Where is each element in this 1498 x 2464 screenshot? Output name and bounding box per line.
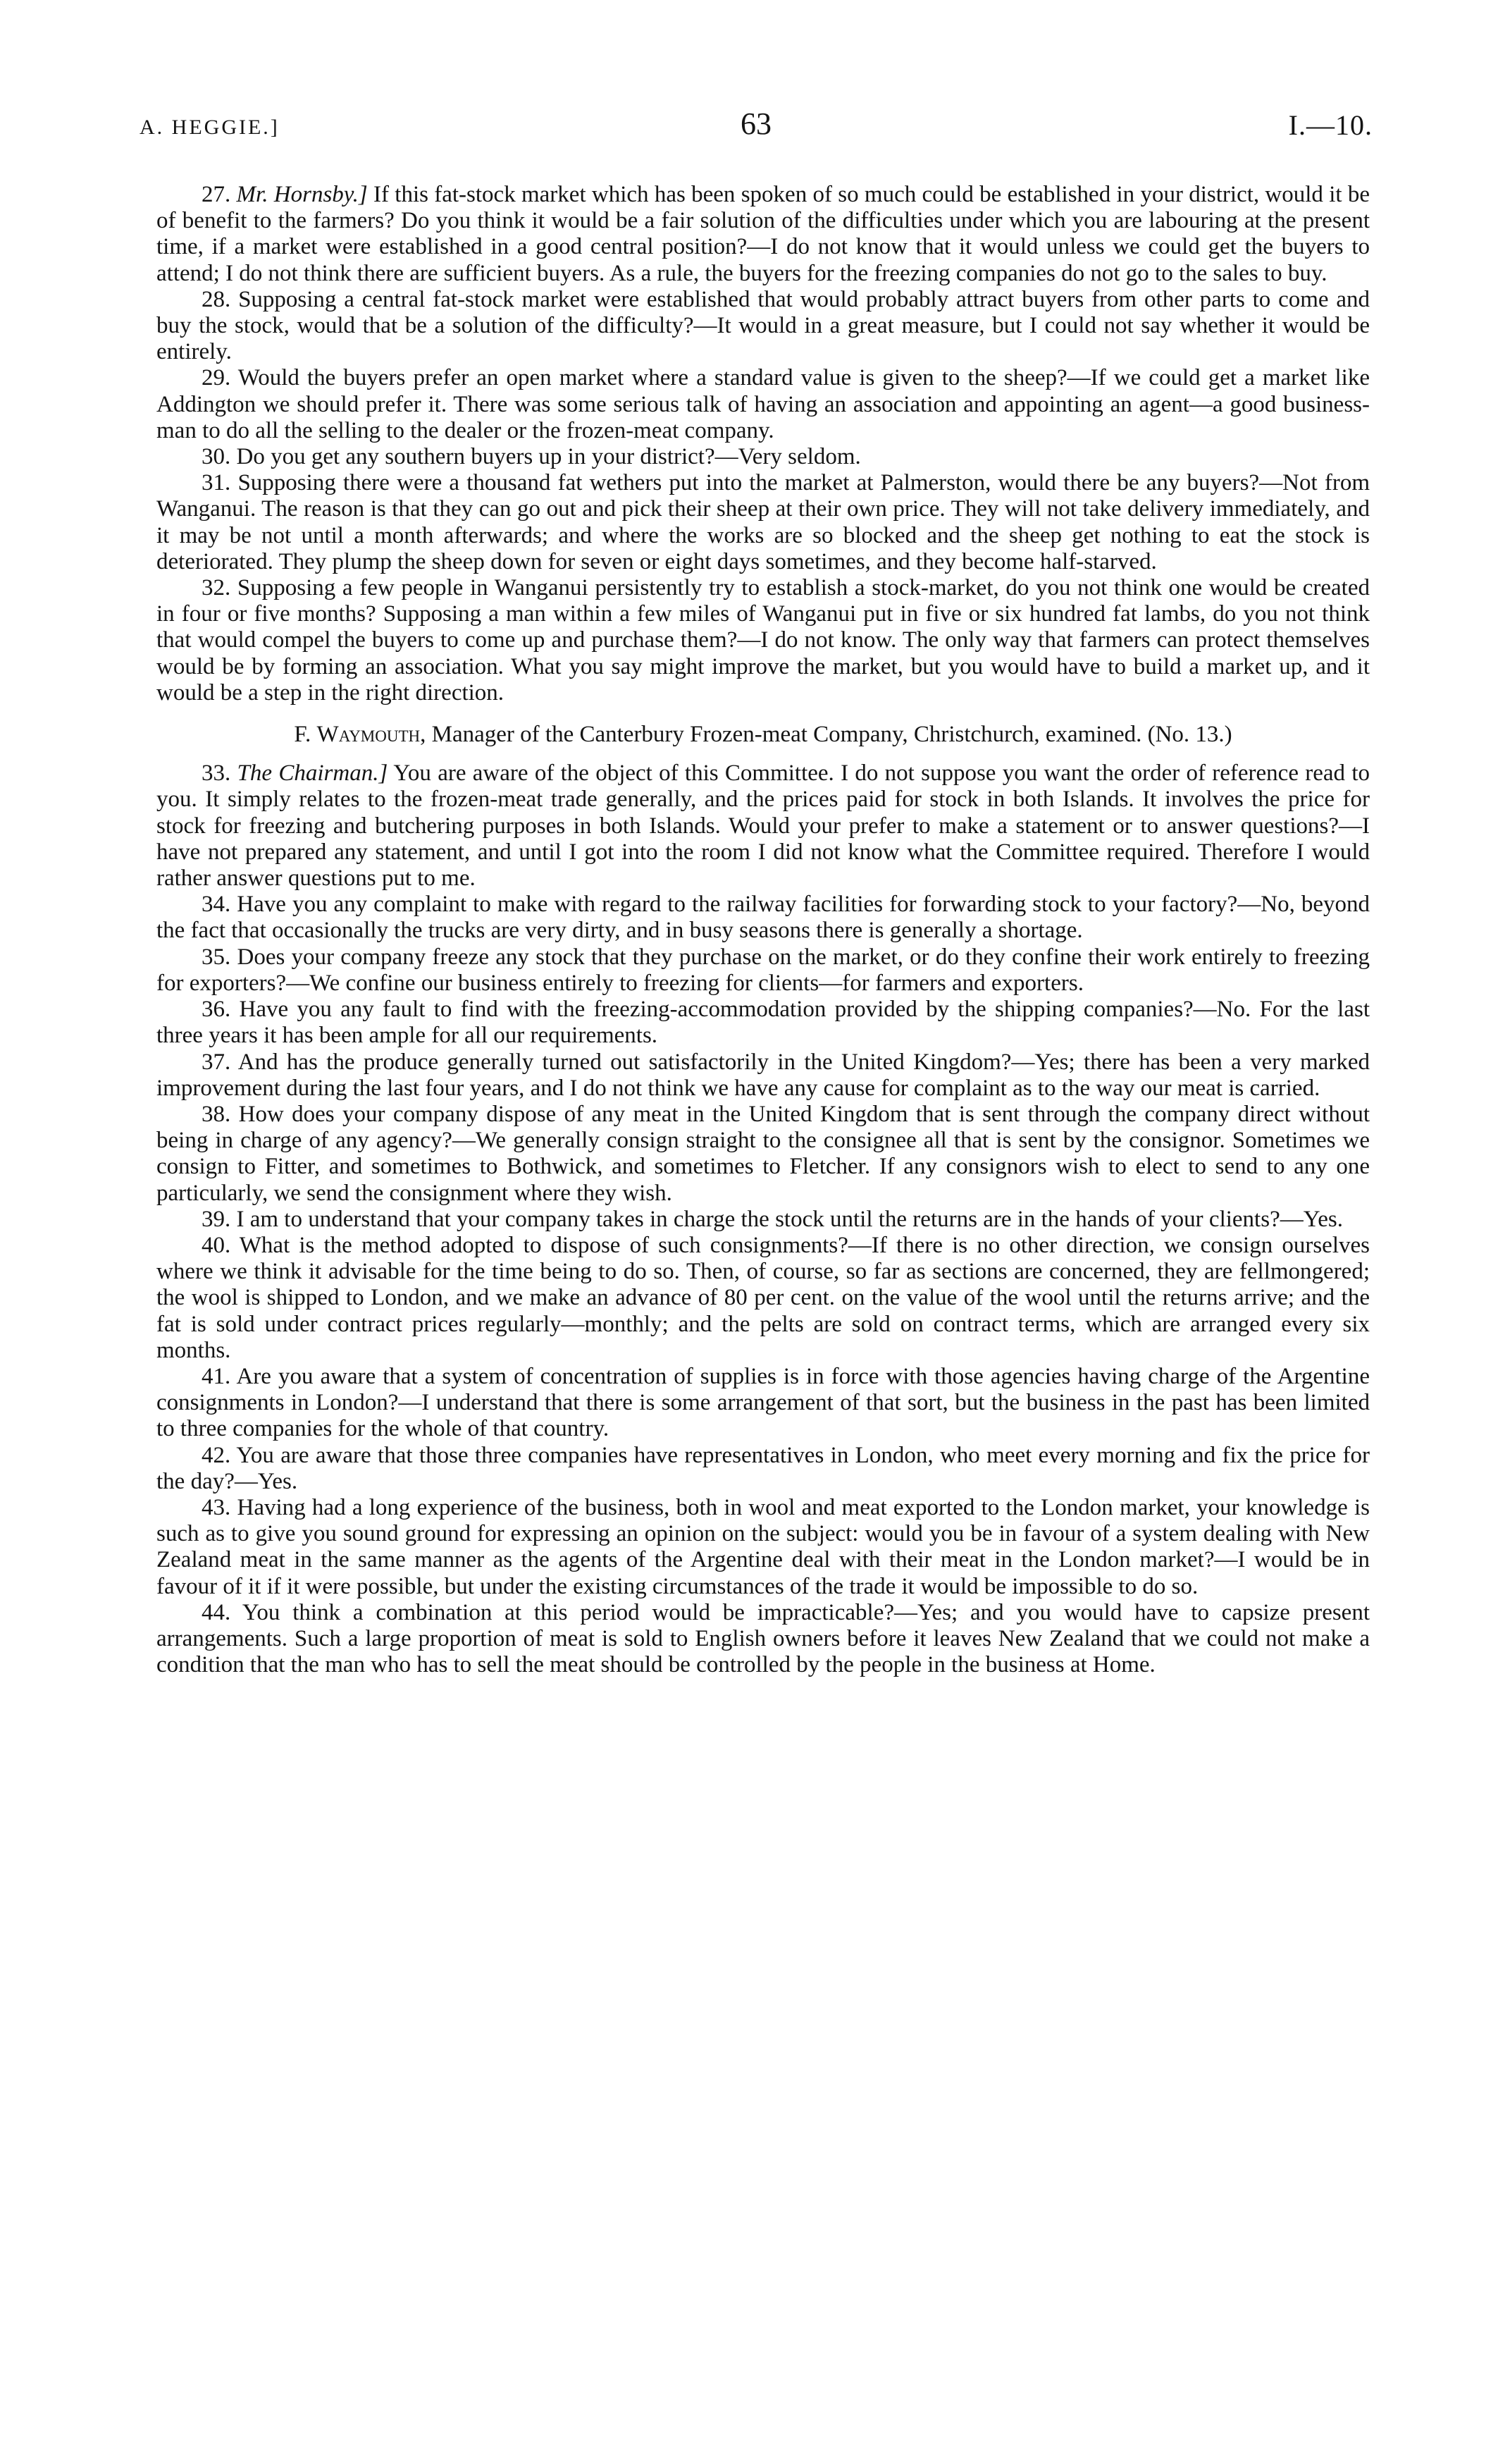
paragraph-text: Have you any fault to find with the freezing-accommodation provided by the shipping companies?—No. For the last three years it has been ample for all our requirements.: [156, 997, 1370, 1049]
witness-heading: [156, 722, 1370, 748]
question-paragraph: [156, 1364, 1370, 1443]
paragraph-text: Would the buyers prefer an open market where a standard value is given to the sheep?—If we could get a market like Addington we should prefer it. There was some serious talk of having an association and appointing an agent—a good business-man to do all the selling to the dealer or the frozen-meat company.: [156, 365, 1370, 443]
question-paragraph: [156, 944, 1370, 997]
question-paragraph: [156, 1443, 1370, 1495]
question-number: 34.: [202, 892, 231, 918]
page-body: [156, 182, 1370, 1678]
paragraph-text: Are you aware that a system of concentration of supplies is in force with those agencies having charge of the Argentine consignments in London?—I understand that there is some arrangement of that sort, but the business in the past has been limited to three companies for the whole of that country.: [156, 1363, 1370, 1442]
question-paragraph: [156, 1207, 1370, 1233]
question-number: 42.: [202, 1442, 231, 1468]
question-paragraph: [156, 892, 1370, 944]
paragraph-text: Supposing a few people in Wanganui persistently try to establish a stock-market, do you not think one would be created in four or five months? Supposing a man within a few miles of Wanganui put in five or six hundred fat lambs, do you not think that would compel the buyers to come up and purchase them?—I do not know. The only way that farmers can protect themselves would be by forming an association. What you say might improve the market, but you would have to build a market up, and it would be a step in the right direction.: [156, 575, 1370, 706]
question-paragraph: [156, 287, 1370, 366]
question-number: 31.: [202, 470, 231, 496]
question-number: 43.: [202, 1494, 231, 1520]
question-number: 32.: [202, 575, 231, 601]
question-number: 38.: [202, 1101, 231, 1127]
question-number: 37.: [202, 1049, 231, 1075]
paragraph-text: You are aware that those three companies have representatives in London, who meet every morning and fix the price for the day?—Yes.: [156, 1442, 1370, 1494]
question-number: 27.: [202, 182, 231, 207]
witness-name: Waymouth: [316, 722, 421, 748]
question-paragraph: [156, 760, 1370, 892]
witness-description: , Manager of the Canterbury Frozen-meat Company, Christchurch, examined. (No. 13.): [420, 722, 1232, 748]
question-number: 39.: [202, 1206, 231, 1232]
paragraph-text: Supposing there were a thousand fat wethers put into the market at Palmerston, would there be any buyers?—Not from Wanganui. The reason is that they can go out and pick their sheep at their own price. They will not take delivery immediately, and it may be not until a month afterwards; and where the works are so blocked and the sheep get nothing to eat the stock is deteriorated. They plump the sheep down for seven or eight days sometimes, and they become half-starved.: [156, 470, 1370, 574]
paragraph-text: Do you get any southern buyers up in your district?—Very seldom.: [236, 444, 861, 470]
paragraph-text: You are aware of the object of this Committee. I do not suppose you want the order of reference read to you. It simply relates to the frozen-meat trade generally, and the prices paid for stock in both Islands. It involves the price for stock for freezing and butchering purposes in both Islands. Would your prefer to make a statement or to answer questions?—I have not prepared any statement, and until I got into the room I did not know what the Committee required. Therefore I would rather answer questions put to me.: [156, 760, 1370, 892]
question-number: 35.: [202, 944, 231, 970]
paragraph-text: You think a combination at this period would be impracticable?—Yes; and you would have to capsize present arrangements. Such a large proportion of meat is sold to English owners before it leaves New Zealand that we could not make a condition that the man who has to sell the meat should be controlled by the people in the business at Home.: [156, 1599, 1370, 1678]
question-number: 30.: [202, 444, 231, 470]
question-number: 44.: [202, 1599, 231, 1625]
question-paragraph: [156, 997, 1370, 1049]
question-paragraph: [156, 575, 1370, 706]
paragraph-text: Having had a long experience of the business, both in wool and meat exported to the London market, your knowledge is such as to give you sound ground for expressing an opinion on the subject: would you be in favour of a system dealing with New Zealand meat in the same manner as the agents of the Argentine deal with their meat in the London market?—I would be in favour of it if it were possible, but under the existing circumstances of the trade it would be impossible to do so.: [156, 1494, 1370, 1599]
question-paragraph: [156, 1233, 1370, 1364]
paragraph-text: What is the method adopted to dispose of such consignments?—If there is no other direction, we consign ourselves where we think it advisable for the time being to do so. Then, of course, so far as sections are concerned, they are fellmongered; the wool is shipped to London, and we make an advance of 80 per cent. on the value of the wool until the returns arrive; and the fat is sold under contract prices regularly—monthly; and the pelts are sold on contract terms, which are arranged every six months.: [156, 1232, 1370, 1363]
running-head-witness: A. HEGGIE.]: [140, 116, 280, 139]
paragraph-text: Supposing a central fat-stock market were established that would probably attract buyers from other parts to come and buy the stock, would that be a solution of the difficulty?—It would in a great measure, but I could not say whether it would be entirely.: [156, 286, 1370, 365]
question-paragraph: [156, 1102, 1370, 1207]
paragraph-text: I am to understand that your company takes in charge the stock until the returns are in the hands of your clients?—Yes.: [236, 1206, 1343, 1232]
witness-initial: F.: [294, 722, 311, 748]
paragraph-text: If this fat-stock market which has been spoken of so much could be established in your district, would it be of benefit to the farmers? Do you think it would be a fair solution of the difficulties under which you are labouring at the present time, if a market were established in a good central position?—I do not know that it would unless we could get the buyers to attend; I do not think there are sufficient buyers. As a rule, the buyers for the freezing companies do not go to the sales to buy.: [156, 182, 1370, 286]
document-reference: I.—10.: [1288, 109, 1373, 141]
running-head: [140, 106, 1373, 148]
question-number: 29.: [202, 365, 231, 391]
question-paragraph: [156, 365, 1370, 444]
question-paragraph: [156, 1495, 1370, 1600]
question-number: 28.: [202, 286, 231, 312]
question-paragraph: [156, 1049, 1370, 1102]
question-number: 40.: [202, 1232, 231, 1258]
question-paragraph: [156, 182, 1370, 287]
page-number: 63: [741, 106, 772, 141]
paragraph-text: Does your company freeze any stock that they purchase on the market, or do they confine their work entirely to freezing for exporters?—We confine our business entirely to freezing for clients—for farmers and exporters.: [156, 944, 1370, 996]
question-paragraph: [156, 444, 1370, 470]
question-number: 36.: [202, 997, 231, 1023]
paragraph-text: Have you any complaint to make with regard to the railway facilities for forwarding stock to your factory?—No, beyond the fact that occasionally the trucks are very dirty, and in busy seasons there is generally a shortage.: [156, 892, 1370, 944]
speaker-label: Mr. Hornsby.]: [236, 182, 368, 207]
speaker-label: The Chairman.]: [237, 760, 388, 787]
paragraph-group-waymouth: [156, 760, 1370, 1678]
question-number: 33.: [202, 760, 231, 787]
paragraph-text: How does your company dispose of any meat in the United Kingdom that is sent through the company direct without being in charge of any agency?—We generally consign straight to the consignee all that is sent by the consignor. Sometimes we consign to Fitter, and sometimes to Bothwick, and sometimes to Fletcher. If any consignors wish to elect to send to any one particularly, we send the consignment where they wish.: [156, 1101, 1370, 1206]
paragraph-text: And has the produce generally turned out satisfactorily in the United Kingdom?—Yes; there has been a very marked improvement during the last four years, and I do not think we have any cause for complaint as to the way our meat is carried.: [156, 1049, 1370, 1101]
question-number: 41.: [202, 1363, 231, 1389]
paragraph-group-heggie: [156, 182, 1370, 706]
question-paragraph: [156, 1600, 1370, 1679]
question-paragraph: [156, 470, 1370, 575]
